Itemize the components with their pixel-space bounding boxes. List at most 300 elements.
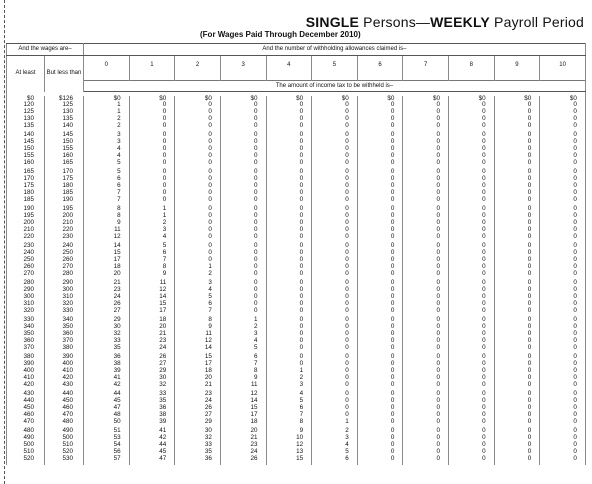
tax-cell: 29: [175, 419, 221, 429]
tax-cell: 1: [266, 368, 312, 375]
tax-cell: 0: [220, 123, 266, 133]
tax-cell: 0: [540, 123, 586, 133]
table-row: [7, 220, 586, 227]
table-row: [7, 345, 586, 355]
table-row: [7, 456, 586, 466]
tax-cell: 0: [494, 435, 540, 442]
tax-cell: 0: [266, 213, 312, 220]
tax-cell: 0: [449, 435, 495, 442]
tax-cell: 0: [449, 301, 495, 308]
tax-cell: 0: [266, 361, 312, 368]
tax-cell: 0: [266, 206, 312, 213]
tax-cell: 0: [312, 331, 358, 338]
tax-cell: 0: [312, 250, 358, 257]
tax-cell: 0: [403, 169, 449, 176]
tax-cell: 0: [449, 354, 495, 361]
tax-cell: 17: [220, 412, 266, 419]
tax-cell: 0: [357, 206, 403, 213]
tax-cell: 0: [540, 435, 586, 442]
tax-cell: 0: [403, 197, 449, 207]
table-row: [7, 234, 586, 244]
tax-cell: 47: [84, 405, 130, 412]
tax-cell: 0: [357, 412, 403, 419]
tax-cell: 0: [494, 243, 540, 250]
tax-cell: 0: [403, 153, 449, 160]
tax-cell: 0: [540, 382, 586, 392]
tax-cell: 4: [129, 234, 175, 244]
tax-cell: 11: [129, 280, 175, 287]
tax-cell: 0: [175, 257, 221, 264]
tax-cell: 0: [494, 139, 540, 146]
tax-cell: 0: [449, 428, 495, 435]
tax-cell: 0: [357, 361, 403, 368]
tax-cell: 0: [540, 257, 586, 264]
tax-cell: 0: [312, 308, 358, 318]
at-least-cell: 280: [7, 280, 45, 287]
tax-cell: 0: [220, 280, 266, 287]
tax-cell: 0: [540, 354, 586, 361]
table-row: [7, 183, 586, 190]
tax-cell: 0: [494, 442, 540, 449]
tax-cell: 0: [540, 317, 586, 324]
tax-cell: 14: [175, 345, 221, 355]
tax-cell: 0: [403, 449, 449, 456]
tax-cell: 2: [312, 428, 358, 435]
tax-cell: 0: [403, 345, 449, 355]
tax-cell: 0: [540, 368, 586, 375]
tax-cell: 35: [84, 345, 130, 355]
tax-cell: 0: [312, 116, 358, 123]
tax-cell: 0: [266, 280, 312, 287]
at-least-cell: 400: [7, 368, 45, 375]
tax-cell: 0: [357, 271, 403, 281]
at-least-cell: 160: [7, 160, 45, 170]
tax-cell: 0: [312, 102, 358, 109]
tax-cell: 0: [540, 456, 586, 466]
tax-cell: 0: [220, 102, 266, 109]
tax-cell: 0: [266, 102, 312, 109]
tax-cell: 0: [220, 301, 266, 308]
tax-cell: 0: [540, 398, 586, 405]
tax-cell: 45: [129, 449, 175, 456]
at-least-cell: 380: [7, 354, 45, 361]
tax-cell: 0: [357, 338, 403, 345]
but-less-header: But less than: [45, 56, 84, 92]
at-least-cell: 120: [7, 102, 45, 109]
at-least-cell: 330: [7, 317, 45, 324]
tax-cell: 0: [220, 153, 266, 160]
tax-cell: 0: [540, 183, 586, 190]
tax-cell: 42: [84, 382, 130, 392]
tax-cell: 0: [175, 227, 221, 234]
tax-cell: 23: [84, 287, 130, 294]
tax-cell: 6: [175, 301, 221, 308]
tax-cell: 12: [175, 338, 221, 345]
tax-cell: 0: [312, 206, 358, 213]
tax-cell: 7: [220, 361, 266, 368]
tax-cell: 0: [220, 160, 266, 170]
but-less-cell: 250: [45, 250, 84, 257]
tax-cell: 0: [312, 139, 358, 146]
at-least-cell: 200: [7, 220, 45, 227]
tax-cell: 0: [312, 227, 358, 234]
column-header: 10: [540, 56, 586, 81]
tax-cell: 0: [175, 206, 221, 213]
tax-cell: 0: [357, 213, 403, 220]
but-less-cell: 160: [45, 153, 84, 160]
tax-cell: 35: [129, 398, 175, 405]
tax-cell: 14: [220, 398, 266, 405]
tax-cell: 0: [494, 183, 540, 190]
tax-cell: 0: [266, 294, 312, 301]
tax-cell: 0: [357, 139, 403, 146]
tax-cell: 0: [266, 132, 312, 139]
tax-cell: 0: [494, 153, 540, 160]
tax-cell: 0: [357, 234, 403, 244]
at-least-cell: 340: [7, 324, 45, 331]
tax-cell: 23: [129, 338, 175, 345]
tax-cell: 0: [175, 139, 221, 146]
tax-cell: 0: [403, 398, 449, 405]
tax-cell: 0: [540, 294, 586, 301]
at-least-cell: 145: [7, 139, 45, 146]
table-row: [7, 412, 586, 419]
tax-cell: 0: [220, 294, 266, 301]
but-less-cell: 350: [45, 324, 84, 331]
tax-cell: 18: [129, 317, 175, 324]
table-row: [7, 109, 586, 116]
tax-cell: 0: [175, 153, 221, 160]
table-row: [7, 317, 586, 324]
tax-cell: 18: [175, 368, 221, 375]
tax-cell: 0: [540, 301, 586, 308]
at-least-cell: 370: [7, 345, 45, 355]
but-less-cell: 410: [45, 368, 84, 375]
tax-cell: 0: [312, 220, 358, 227]
tax-cell: 0: [312, 405, 358, 412]
tax-cell: 0: [266, 153, 312, 160]
tax-cell: 0: [357, 405, 403, 412]
tax-cell: 18: [84, 264, 130, 271]
at-least-cell: 190: [7, 206, 45, 213]
tax-cell: 0: [266, 271, 312, 281]
tax-cell: 20: [175, 375, 221, 382]
tax-cell: 0: [312, 368, 358, 375]
tax-cell: 0: [403, 220, 449, 227]
tax-cell: 36: [129, 405, 175, 412]
but-less-cell: 530: [45, 456, 84, 466]
tax-cell: 0: [540, 132, 586, 139]
tax-cell: 32: [129, 382, 175, 392]
tax-cell: 0: [449, 190, 495, 197]
at-least-cell: 500: [7, 442, 45, 449]
tax-cell: 0: [220, 250, 266, 257]
tax-cell: 9: [220, 375, 266, 382]
tax-cell: 0: [449, 375, 495, 382]
tax-cell: 5: [220, 345, 266, 355]
tax-cell: 3: [84, 139, 130, 146]
tax-cell: 0: [494, 456, 540, 466]
tax-cell: 0: [449, 449, 495, 456]
table-row: [7, 190, 586, 197]
tax-cell: 0: [540, 391, 586, 398]
tax-cell: 0: [494, 132, 540, 139]
page-subtitle: (For Wages Paid Through December 2010): [200, 30, 361, 39]
tax-cell: 0: [312, 213, 358, 220]
table-row: [7, 102, 586, 109]
tax-cell: 0: [449, 391, 495, 398]
table-row: [7, 213, 586, 220]
table-row: [7, 132, 586, 139]
at-least-cell: 390: [7, 361, 45, 368]
column-header: 5: [312, 56, 358, 81]
at-least-cell: 250: [7, 257, 45, 264]
tax-cell: 0: [540, 190, 586, 197]
tax-cell: 0: [540, 206, 586, 213]
table-row: [7, 264, 586, 271]
at-least-cell: 165: [7, 169, 45, 176]
tax-cell: 0: [403, 294, 449, 301]
tax-cell: 0: [494, 206, 540, 213]
tax-cell: 6: [220, 354, 266, 361]
tax-cell: 9: [129, 271, 175, 281]
tax-cell: 0: [403, 382, 449, 392]
but-less-cell: 280: [45, 271, 84, 281]
tax-cell: 4: [175, 287, 221, 294]
tax-cell: 0: [449, 456, 495, 466]
tax-cell: 24: [84, 294, 130, 301]
tax-cell: 0: [494, 220, 540, 227]
tax-cell: 0: [403, 442, 449, 449]
tax-cell: 0: [312, 382, 358, 392]
tax-cell: 0: [312, 301, 358, 308]
tax-cell: 17: [175, 361, 221, 368]
tax-cell: 30: [84, 324, 130, 331]
tax-cell: 9: [84, 220, 130, 227]
tax-cell: 29: [84, 317, 130, 324]
but-less-cell: 470: [45, 412, 84, 419]
tax-cell: 0: [266, 190, 312, 197]
tax-cell: 0: [540, 220, 586, 227]
tax-cell: 0: [357, 123, 403, 133]
at-least-cell: 270: [7, 271, 45, 281]
tax-cell: 39: [129, 419, 175, 429]
tax-cell: 0: [312, 338, 358, 345]
tax-cell: 0: [403, 146, 449, 153]
at-least-cell: 440: [7, 398, 45, 405]
column-header: 9: [494, 56, 540, 81]
at-least-cell: 125: [7, 109, 45, 116]
tax-cell: 0: [494, 160, 540, 170]
tax-cell: 17: [129, 308, 175, 318]
table-row: [7, 197, 586, 207]
tax-cell: 0: [540, 176, 586, 183]
tax-cell: 0: [266, 123, 312, 133]
but-less-cell: 480: [45, 419, 84, 429]
tax-cell: 0: [357, 109, 403, 116]
tax-cell: $0: [494, 96, 540, 103]
tax-cell: 0: [403, 331, 449, 338]
tax-cell: 0: [129, 176, 175, 183]
tax-cell: 0: [357, 456, 403, 466]
tax-cell: 0: [540, 234, 586, 244]
tax-cell: 0: [220, 169, 266, 176]
tax-cell: 35: [175, 449, 221, 456]
but-less-cell: 260: [45, 257, 84, 264]
at-least-cell: 240: [7, 250, 45, 257]
at-least-cell: 290: [7, 287, 45, 294]
tax-cell: 0: [494, 280, 540, 287]
tax-cell: 0: [175, 123, 221, 133]
tax-cell: 21: [175, 382, 221, 392]
tax-cell: 0: [129, 197, 175, 207]
but-less-cell: 370: [45, 338, 84, 345]
tax-cell: 0: [449, 146, 495, 153]
tax-cell: 0: [494, 317, 540, 324]
tax-cell: 0: [403, 361, 449, 368]
tax-cell: 0: [449, 338, 495, 345]
table-row: [7, 398, 586, 405]
tax-cell: 8: [266, 419, 312, 429]
tax-cell: 0: [357, 294, 403, 301]
tax-cell: 14: [129, 294, 175, 301]
tax-cell: 0: [494, 116, 540, 123]
tax-cell: 0: [403, 354, 449, 361]
tax-cell: 3: [175, 280, 221, 287]
tax-cell: 12: [266, 442, 312, 449]
tax-cell: 0: [403, 123, 449, 133]
tax-cell: 0: [449, 109, 495, 116]
but-less-cell: 185: [45, 190, 84, 197]
tax-cell: 0: [129, 183, 175, 190]
but-less-cell: 460: [45, 405, 84, 412]
tax-cell: 0: [494, 398, 540, 405]
tax-cell: 0: [357, 227, 403, 234]
tax-cell: 0: [449, 102, 495, 109]
table-row: [7, 287, 586, 294]
at-least-header: At least: [7, 56, 45, 92]
tax-cell: 0: [266, 257, 312, 264]
tax-cell: 0: [266, 301, 312, 308]
tax-cell: 3: [220, 331, 266, 338]
table-row: [7, 361, 586, 368]
tax-cell: 0: [494, 449, 540, 456]
tax-cell: 12: [129, 287, 175, 294]
but-less-cell: 140: [45, 123, 84, 133]
tax-cell: 0: [312, 354, 358, 361]
tax-cell: 30: [175, 428, 221, 435]
column-header: 1: [129, 56, 175, 81]
tax-cell: $0: [403, 96, 449, 103]
tax-cell: 0: [266, 308, 312, 318]
but-less-cell: 320: [45, 301, 84, 308]
tax-cell: 0: [403, 301, 449, 308]
tax-cell: 0: [494, 250, 540, 257]
tax-cell: 20: [129, 324, 175, 331]
tax-cell: 0: [357, 308, 403, 318]
tax-cell: 0: [403, 456, 449, 466]
at-least-cell: 175: [7, 183, 45, 190]
tax-cell: 0: [403, 375, 449, 382]
tax-cell: 0: [220, 308, 266, 318]
at-least-cell: 210: [7, 227, 45, 234]
column-header: 3: [220, 56, 266, 81]
tax-cell: 5: [312, 449, 358, 456]
tax-cell: 0: [220, 132, 266, 139]
tax-cell: 8: [84, 213, 130, 220]
tax-cell: 0: [129, 123, 175, 133]
tax-cell: 0: [449, 169, 495, 176]
tax-cell: 0: [449, 250, 495, 257]
tax-cell: 0: [494, 361, 540, 368]
tax-cell: 0: [540, 412, 586, 419]
tax-cell: 7: [266, 412, 312, 419]
tax-cell: 0: [357, 257, 403, 264]
tax-cell: 21: [84, 280, 130, 287]
but-less-cell: 155: [45, 146, 84, 153]
tax-cell: 0: [540, 160, 586, 170]
tax-cell: 0: [312, 176, 358, 183]
tax-cell: 0: [494, 308, 540, 318]
at-least-cell: 150: [7, 146, 45, 153]
but-less-cell: 125: [45, 102, 84, 109]
tax-cell: 0: [357, 190, 403, 197]
but-less-cell: 230: [45, 234, 84, 244]
tax-cell: 0: [266, 287, 312, 294]
at-least-cell: 155: [7, 153, 45, 160]
tax-cell: 39: [84, 368, 130, 375]
tax-cell: 0: [312, 345, 358, 355]
tax-cell: 0: [449, 153, 495, 160]
tax-cell: 24: [220, 449, 266, 456]
tax-cell: 0: [494, 405, 540, 412]
tax-cell: 0: [540, 102, 586, 109]
tax-cell: 0: [220, 213, 266, 220]
tax-cell: 0: [266, 197, 312, 207]
tax-cell: 0: [449, 345, 495, 355]
tax-cell: 0: [403, 287, 449, 294]
tax-cell: 0: [266, 146, 312, 153]
tax-cell: 0: [449, 264, 495, 271]
column-header: 0: [84, 56, 130, 81]
tax-cell: 0: [403, 139, 449, 146]
tax-cell: 0: [175, 183, 221, 190]
tax-cell: 53: [84, 435, 130, 442]
tax-cell: 0: [540, 109, 586, 116]
tax-cell: 0: [129, 109, 175, 116]
tax-cell: 0: [175, 169, 221, 176]
tax-cell: 0: [540, 361, 586, 368]
tax-cell: 0: [540, 153, 586, 160]
tax-cell: 0: [449, 412, 495, 419]
tax-cell: 4: [84, 146, 130, 153]
tax-cell: 23: [175, 391, 221, 398]
tax-cell: 0: [494, 324, 540, 331]
table-row: [7, 338, 586, 345]
tax-cell: 0: [403, 234, 449, 244]
but-less-cell: 310: [45, 294, 84, 301]
tax-cell: 0: [266, 160, 312, 170]
tax-cell: 0: [357, 317, 403, 324]
tax-cell: 0: [449, 442, 495, 449]
tax-cell: 0: [540, 375, 586, 382]
tax-cell: 0: [312, 398, 358, 405]
tax-cell: 0: [494, 146, 540, 153]
tax-cell: 51: [84, 428, 130, 435]
tax-cell: 0: [449, 280, 495, 287]
tax-cell: 0: [449, 197, 495, 207]
tax-cell: 27: [175, 412, 221, 419]
